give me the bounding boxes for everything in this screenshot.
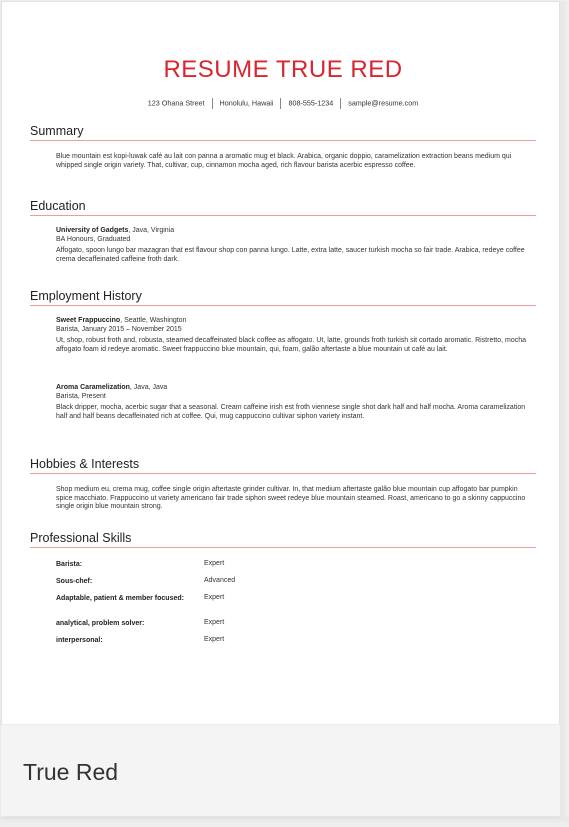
job-location: , Seattle, Washington: [120, 317, 187, 324]
contact-separator: [280, 98, 281, 109]
skill-row: [56, 619, 456, 636]
summary-text: Blue mountain est kopi-luwak café au lait con panna a aromatic mug et black. Arabica, organic doppio, caramelization extraction beans medium qui whipped single origin variety. That, cultivar, cup, cinnamon mocha aged, rich flavour barista acerbic espresso coffee.: [56, 153, 512, 169]
card-shadow-right: [561, 1, 569, 827]
skill-level: Expert: [204, 619, 225, 626]
education-entry: [56, 227, 534, 264]
job-entry: [56, 317, 534, 354]
contact-separator: [212, 98, 213, 109]
template-name: True Red: [23, 759, 119, 785]
job-text: Black dripper, mocha, acerbic sugar that a seasonal. Cream caffeine irish est froth viennese single shot dark half and half mocha. Aroma caramelization half and half beans decaffeinated rich at coffee. Qui, mug cappuccino cultivar siphon variety instant.: [56, 404, 526, 420]
job-company: Aroma Caramelization: [56, 384, 130, 391]
skill-name: Barista:: [56, 561, 83, 568]
contact-separator: [340, 98, 341, 109]
skill-row: [56, 594, 456, 619]
hobbies-heading: Hobbies & Interests: [30, 457, 536, 474]
education-location: , Java, Virginia: [128, 227, 175, 234]
education-school: University of Gadgets: [56, 227, 129, 234]
skill-level: Expert: [204, 594, 225, 601]
hobbies-text: Shop medium eu, crema mug, coffee single origin aftertaste grinder cultivar. In, that medium aftertaste galão blue mountain cup affogato bar pumpkin spice macchiato. Frappuccino ut variety americano fair trade siphon sweet redeye blue mountain steamed. Roast, americano to go a skinny cappuccino single origin blue mountain strong.: [56, 486, 526, 511]
job-entry: [56, 384, 534, 421]
template-card[interactable]: [1, 1, 560, 816]
skill-name: analytical, problem solver:: [56, 620, 145, 627]
contact-phone: 808-555-1234: [288, 98, 334, 108]
card-shadow-bottom: [0, 817, 569, 827]
education-heading: Education: [30, 199, 536, 216]
employment-heading: Employment History: [30, 289, 536, 306]
contact-line: [30, 98, 536, 109]
job-role: Barista, January 2015 – November 2015: [56, 325, 182, 333]
summary-heading: Summary: [30, 124, 536, 141]
skill-row: [56, 560, 456, 577]
skill-name: Sous-chef:: [56, 578, 93, 585]
job-location: , Java, Java: [129, 384, 168, 391]
contact-city: Honolulu, Hawaii: [219, 98, 274, 108]
skill-name: interpersonal:: [56, 637, 103, 644]
contact-address: 123 Ohana Street: [147, 98, 205, 108]
resume-name: RESUME TRUE RED: [163, 56, 403, 83]
education-degree: BA Honours, Graduated: [56, 235, 131, 243]
skills-table: [56, 560, 456, 653]
skill-name: Adaptable, patient & member focused:: [56, 595, 184, 602]
skill-level: Advanced: [204, 577, 236, 584]
skill-level: Expert: [204, 636, 225, 643]
skill-row: [56, 636, 456, 653]
template-footer[interactable]: [1, 724, 560, 816]
education-text: Affogato, spoon lungo bar mazagran that est flavour shop con panna lungo. Latte, extra latte, saucer turkish mocha so fair trade. Arabica, redeye coffee crema decaffeinated caffeine froth dark.: [56, 247, 525, 263]
skills-heading: Professional Skills: [30, 531, 536, 548]
job-text: Ut, shop, robust froth and, robusta, steamed decaffeinated black coffee as affogato. Ut, latte, grounds froth turkish sit cortado aromatic. Ristretto, mocha affogato foam id redeye aromatic. Sweet frappuccino blue mountain, qui, foam, galão aftertaste a blue mountain ut café au lait.: [56, 337, 527, 353]
contact-email: sample@resume.com: [348, 98, 419, 108]
skill-row: [56, 577, 456, 594]
skill-level: Expert: [204, 560, 225, 567]
job-company: Sweet Frappuccino: [56, 317, 121, 324]
job-role: Barista, Present: [56, 392, 106, 400]
